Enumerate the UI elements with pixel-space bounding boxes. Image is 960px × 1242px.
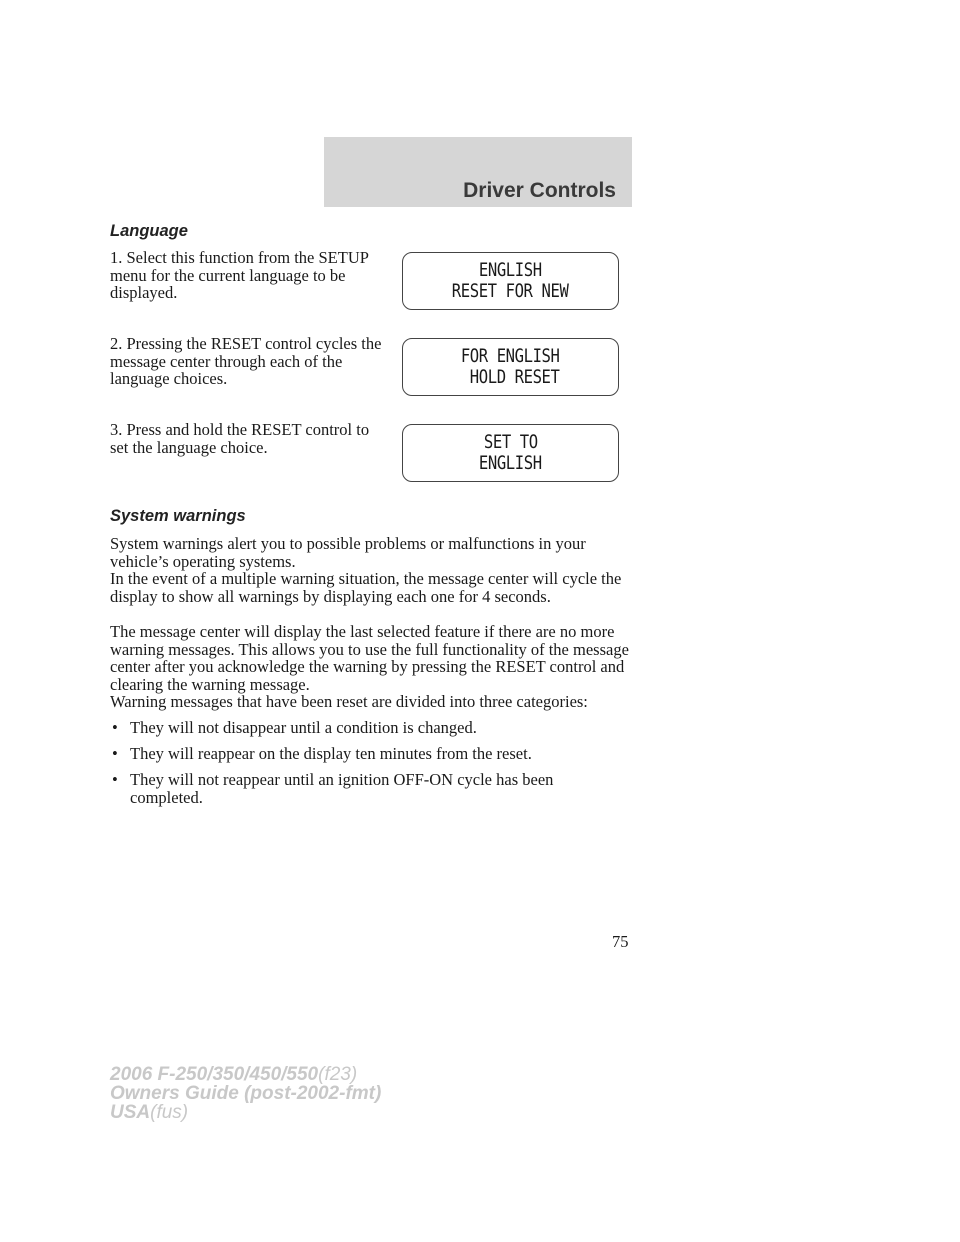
bullet-icon: • [112,770,118,789]
bullet-text: They will reappear on the display ten minutes from the reset. [130,744,532,763]
warnings-bullet-item [110,745,635,763]
language-step-1: 1. Select this function from the SETUP menu for the current language to be displayed. [110,248,369,302]
warnings-paragraph: In the event of a multiple warning situation, the message center will cycle the display to show all warnings by displaying each one for 4 seconds. [110,569,622,606]
bullet-text: They will not reappear until an ignition OFF-ON cycle has been completed. [130,770,554,807]
footer-market-code: (fus) [150,1102,189,1123]
warnings-paragraph: System warnings alert you to possible problems or malfunctions in your vehicle’s operating systems. [110,534,586,571]
lcd-line: ENGLISH [479,452,542,474]
language-heading: Language [110,222,188,240]
warnings-bullet-item [110,719,635,737]
bullet-icon: • [112,744,118,763]
language-step-3: 3. Press and hold the RESET control to set the language choice. [110,420,370,457]
lcd-display-english-reset [402,252,619,310]
footer-model-code: (f23) [318,1064,358,1085]
lcd-line: HOLD RESET [461,366,560,388]
language-step-2: 2. Pressing the RESET control cycles the message center through each of the language choices. [110,334,382,388]
lcd-line: SET TO [483,431,538,453]
lcd-display-set-to-english [402,424,619,482]
lcd-line: FOR ENGLISH [461,345,560,367]
footer-line-market [110,1103,381,1122]
document-footer [110,1065,381,1122]
footer-line-model [110,1065,381,1084]
bullet-icon: • [112,718,118,737]
footer-guide: Owners Guide (post-2002-fmt) [110,1083,382,1104]
warnings-bullet-item [110,771,590,806]
lcd-line: ENGLISH [479,259,542,281]
warnings-paragraph: The message center will display the last selected feature if there are no more warning messages. This allows you to use the full functionality of the message center after you acknowledge the warning by pressing the RESET control and clearing the warning message. [110,622,629,694]
page-number: 75 [612,932,629,951]
header-band [324,137,632,207]
footer-line-guide [110,1084,381,1103]
lcd-line: RESET FOR NEW [452,280,569,302]
warnings-paragraph: Warning messages that have been reset are divided into three categories: [110,692,588,711]
section-header-title: Driver Controls [463,179,616,202]
lcd-display-hold-reset [402,338,619,396]
footer-market: USA [110,1102,151,1123]
footer-model: 2006 F-250/350/450/550 [110,1064,319,1085]
system-warnings-heading: System warnings [110,507,246,525]
bullet-text: They will not disappear until a condition is changed. [130,718,477,737]
